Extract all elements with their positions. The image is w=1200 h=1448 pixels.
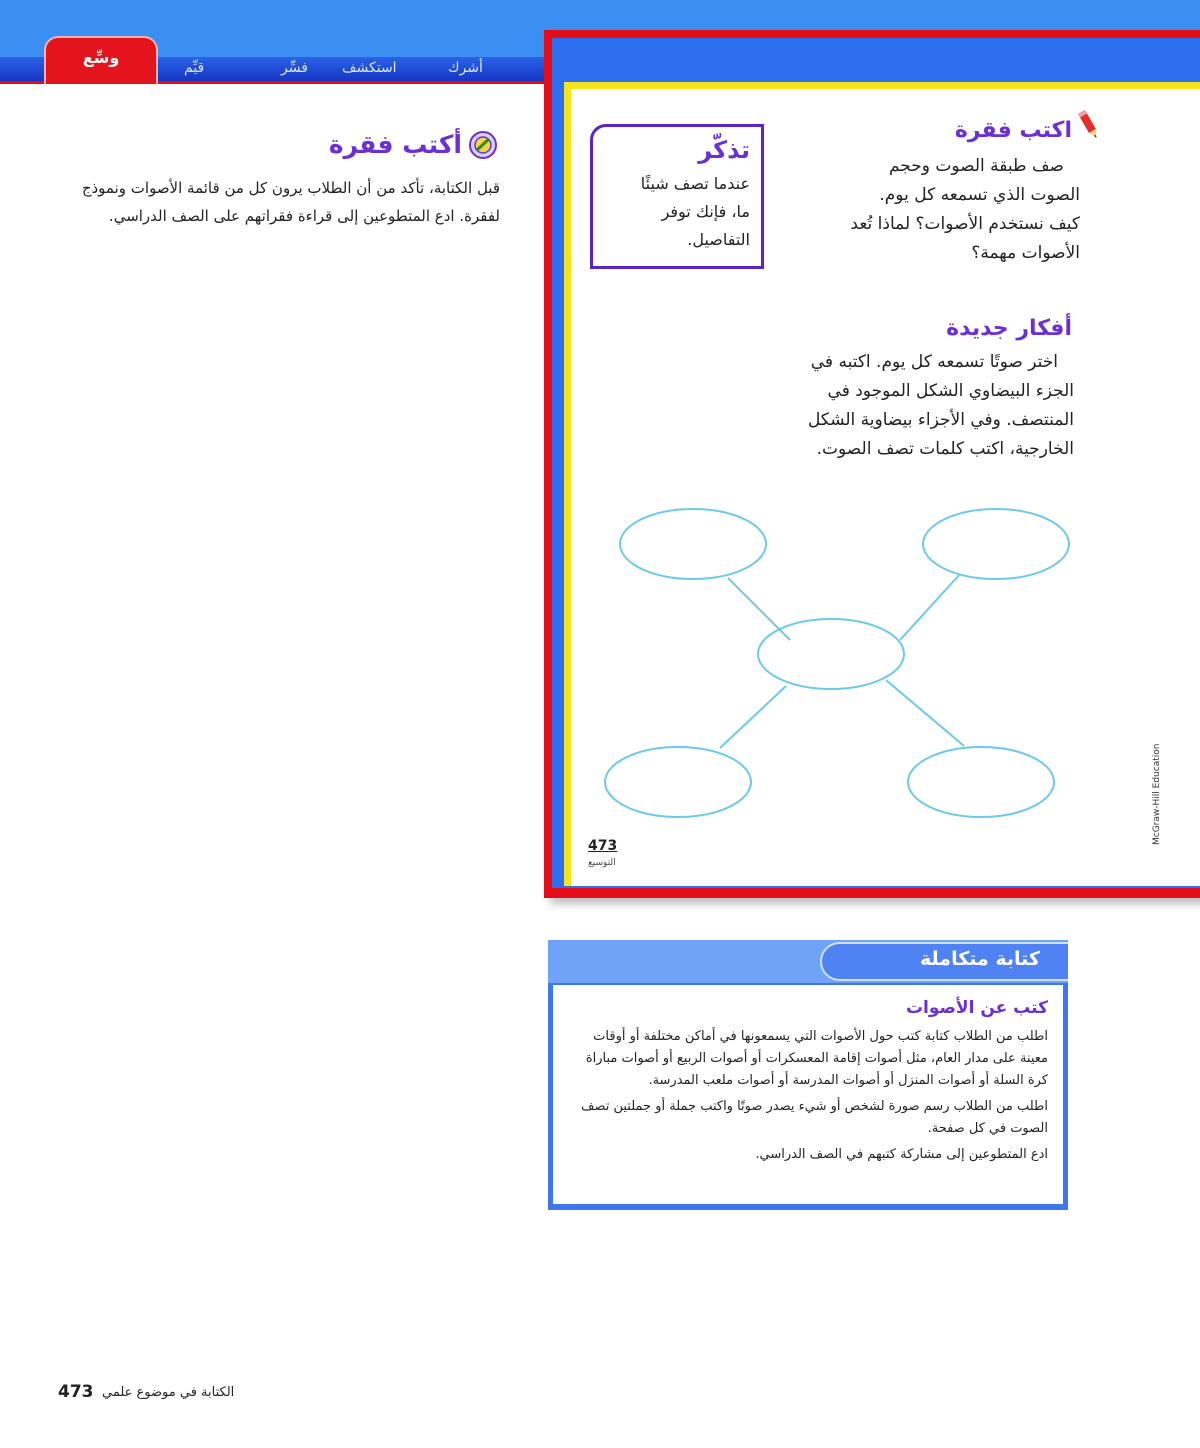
- remember-line: التفاصيل.: [687, 230, 750, 249]
- write-prompt: [780, 152, 1080, 268]
- write-line: الأصوات مهمة؟: [971, 243, 1080, 263]
- ideas-line: الجزء البيضاوي الشكل الموجود في: [827, 381, 1074, 401]
- tab-explain[interactable]: فسِّر: [281, 60, 308, 76]
- ideas-heading: أفكار جديدة: [946, 316, 1072, 341]
- tab-explore[interactable]: استكشف: [342, 60, 397, 76]
- teacher-heading: أكتب فقرة: [328, 130, 462, 159]
- integrated-writing-title: كتابة متكاملة: [920, 948, 1040, 970]
- ideas-prompt: [760, 348, 1074, 464]
- web-connector: [886, 680, 964, 746]
- web-oval-bottom-right: [908, 747, 1054, 817]
- web-oval-bottom-left: [605, 747, 751, 817]
- write-line: كيف نستخدم الأصوات؟ لماذا تُعد: [850, 214, 1080, 234]
- tab-engage[interactable]: أشرك: [448, 60, 483, 76]
- copyright-credit: McGraw-Hill Education: [1152, 743, 1162, 845]
- word-web-diagram: [590, 500, 1090, 830]
- write-line: الصوت الذي تسمعه كل يوم.: [879, 185, 1080, 205]
- ideas-line: المنتصف. وفي الأجزاء بيضاوية الشكل: [807, 410, 1074, 430]
- write-heading: اكتب فقرة: [954, 118, 1072, 143]
- remember-text: [600, 170, 750, 254]
- write-line: صف طبقة الصوت وحجم: [888, 156, 1064, 176]
- integrated-paragraph: اطلب من الطلاب كتابة كتب حول الأصوات التي يسمعونها في أماكن مختلفة أو أوقات معينة على مدار العام، مثل أصوات إقامة المعسكرات أو أصوات الربيع أو أصوات مباراة كرة السلة أو أصوات المنزل أو أصوات المدرسة أو أصوات ملعب المدرسة.: [585, 1029, 1048, 1088]
- remember-line: عندما تصف شيئًا: [640, 174, 750, 193]
- web-connector: [720, 686, 786, 748]
- web-oval-center: [758, 619, 904, 689]
- ideas-line: الخارجية، اكتب كلمات تصف الصوت.: [816, 439, 1074, 459]
- student-page-number: 473: [588, 838, 618, 854]
- remember-heading: تذكّر: [698, 136, 750, 164]
- footer-page-number: 473: [58, 1382, 94, 1402]
- pencil-icon: [1078, 108, 1100, 142]
- integrated-paragraph: اطلب من الطلاب رسم صورة لشخص أو شيء يصدر صوتًا واكتب جملة أو جملتين تصف الصوت في كل صفحة.: [581, 1099, 1048, 1136]
- ideas-line: اختر صوتًا تسمعه كل يوم. اكتبه في: [810, 352, 1058, 372]
- remember-line: ما، فإنك توفر: [661, 202, 750, 221]
- web-connector: [900, 574, 960, 640]
- tab-evaluate[interactable]: قيِّم: [184, 60, 205, 76]
- integrated-subheading: كتب عن الأصوات: [905, 998, 1048, 1018]
- web-connector: [728, 578, 790, 640]
- footer-caption: الكتابة في موضوع علمي: [102, 1385, 235, 1400]
- integrated-paragraph: ادع المتطوعين إلى مشاركة كتبهم في الصف الدراسي.: [755, 1147, 1048, 1162]
- student-page-label: التوسيع: [588, 858, 616, 868]
- tab-expand-label: وسِّع: [82, 48, 120, 67]
- teacher-body: قبل الكتابة، تأكد من أن الطلاب يرون كل من قائمة الأصوات ونموذج لفقرة. ادع المتطوعين إلى قراءة فقراتهم على الصف الدراسي.: [81, 179, 500, 225]
- integrated-body: [562, 1026, 1048, 1166]
- writing-icon: [468, 130, 498, 160]
- web-oval-top-right: [923, 509, 1069, 579]
- web-oval-top-left: [620, 509, 766, 579]
